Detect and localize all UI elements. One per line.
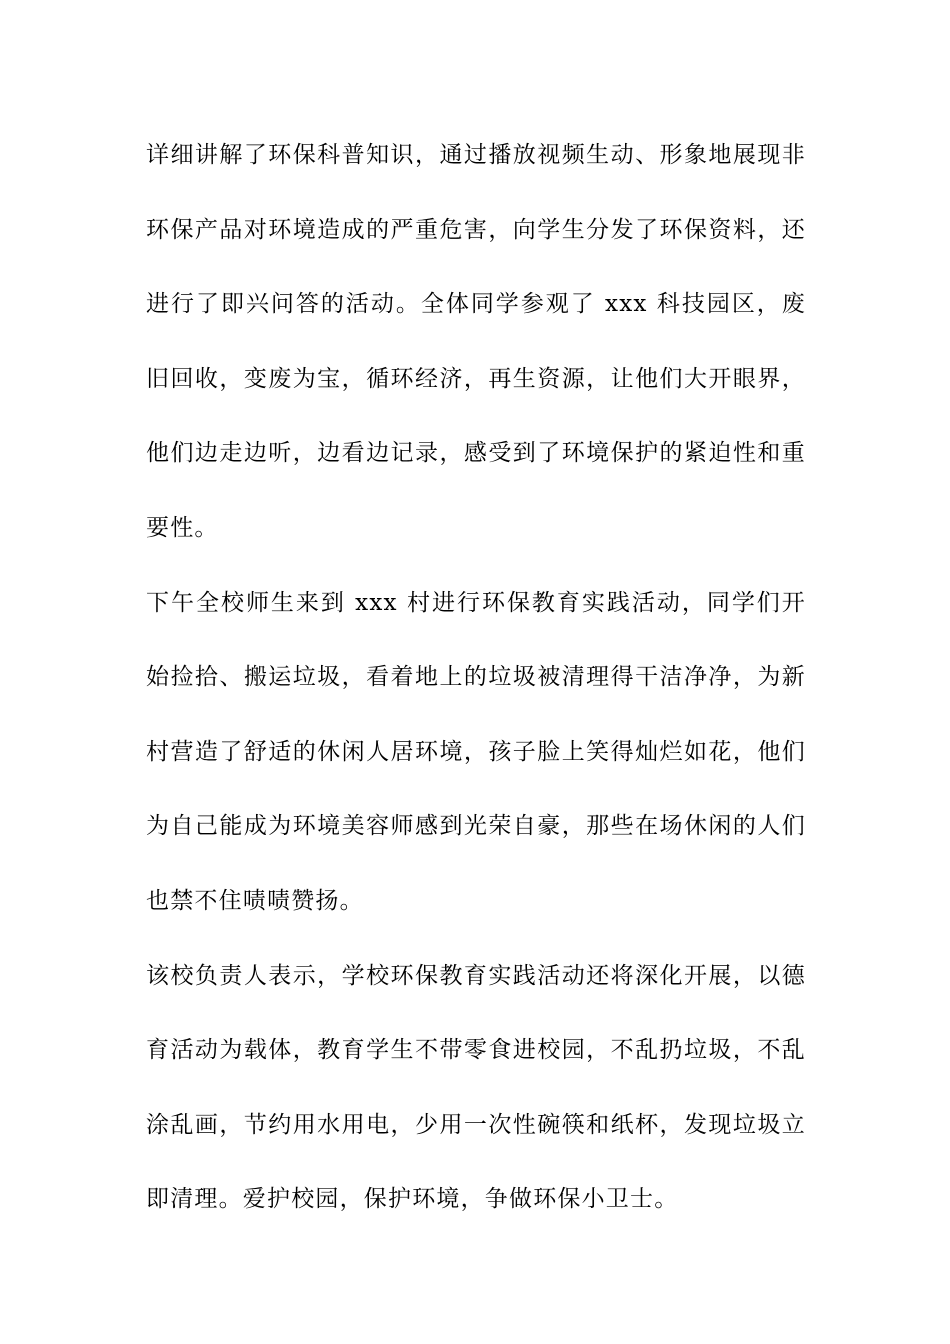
paragraph-school-plan: 该校负责人表示，学校环保教育实践活动还将深化开展，以德育活动为载体，教育学生不带零食进校园，不乱扔垃圾，不乱涂乱画，节约用水用电，少用一次性碗筷和纸杯，发现垃圾立即清理。爱护校园，保护环境，争做环保小卫士。 — [146, 962, 806, 1213]
paragraph-village-cleanup: 下午全校师生来到 xxx 村进行环保教育实践活动，同学们开始捡拾、搬运垃圾，看着地上的垃圾被清理得干洁净净，为新村营造了舒适的休闲人居环境，孩子脸上笑得灿烂如花，他们为自己能成为环境美容师感到光荣自豪，那些在场休闲的人们也禁不住啧啧赞扬。 — [146, 589, 806, 914]
document-body — [146, 118, 806, 1237]
paragraph-environmental-lecture: 详细讲解了环保科普知识，通过播放视频生动、形象地展现非环保产品对环境造成的严重危害，向学生分发了环保资料，还进行了即兴问答的活动。全体同学参观了 xxx 科技园区，废旧回收，变废为宝，循环经济，再生资源，让他们大开眼界，他们边走边听，边看边记录，感受到了环境保护的紧迫性和重要性。 — [146, 142, 806, 541]
